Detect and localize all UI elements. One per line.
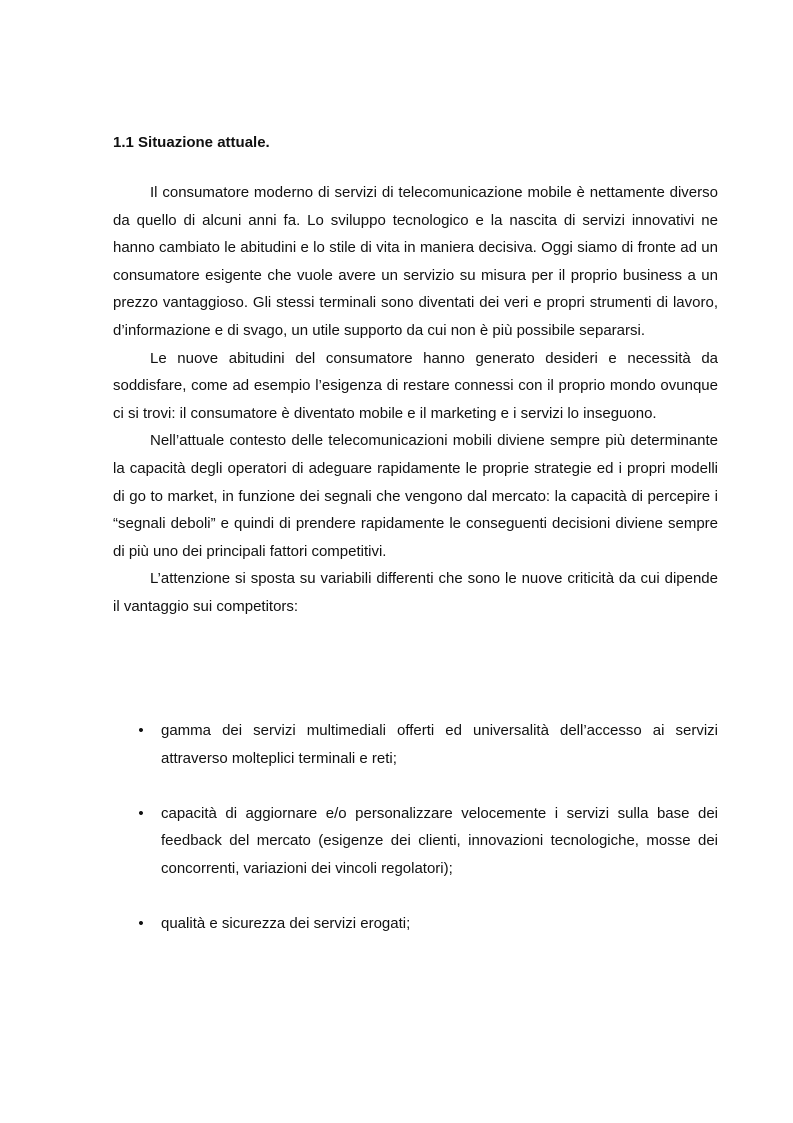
body-text — [113, 179, 718, 621]
bullet-icon: • — [138, 915, 144, 933]
list-item-text: qualità e sicurezza dei servizi erogati; — [161, 915, 411, 933]
list-item — [113, 910, 718, 938]
paragraph: Nell’attuale contesto delle telecomunicazioni mobili diviene sempre più determinante la capacità degli operatori di adeguare rapidamente le proprie strategie ed i propri modelli di go to market, in funzione dei segnali che vengono dal mercato: la capacità di percepire i “segnali deboli” e quindi di prendere rapidamente le conseguenti decisioni diviene sempre di più uno dei principali fattori competitivi. — [113, 432, 718, 560]
paragraph: L’attenzione si sposta su variabili differenti che sono le nuove criticità da cui dipende il vantaggio sui competitors: — [113, 570, 718, 615]
bullet-icon: • — [138, 804, 144, 822]
bullet-icon: • — [138, 722, 144, 739]
paragraph: Le nuove abitudini del consumatore hanno generato desideri e necessità da soddisfare, come ad esempio l’esigenza di restare connessi con il proprio mondo ovunque ci si trovi: il consumatore è diventato mobile e il marketing e i servizi lo inseguono. — [113, 349, 718, 422]
paragraph: Il consumatore moderno di servizi di telecomunicazione mobile è nettamente diverso da quello di alcuni anni fa. Lo sviluppo tecnologico e la nascita di servizi innovativi ne hanno cambiato le abitudini e lo stile di vita in maniera decisiva. Oggi siamo di fronte ad un consumatore esigente che vuole avere un servizio su misura per il proprio business a un prezzo vantaggioso. Gli stessi terminali sono diventati dei veri e propri strumenti di lavoro, d’informazione e di svago, un utile supporto da cui non è più possibile separarsi. — [113, 184, 718, 339]
list-item-text: capacità di aggiornare e/o personalizzare velocemente i servizi sulla base dei feedback del mercato (esigenze dei clienti, innovazioni tecnologiche, mosse dei concorrenti, variazioni dei vincoli regolatori); — [161, 804, 718, 877]
list-item-text: gamma dei servizi multimediali offerti ed universalità dell’accesso ai servizi attraverso molteplici terminali e reti; — [161, 722, 718, 767]
section-title: 1.1 Situazione attuale. — [113, 134, 270, 151]
list-item — [113, 800, 718, 883]
bullet-list — [113, 717, 718, 965]
list-item — [113, 717, 718, 772]
